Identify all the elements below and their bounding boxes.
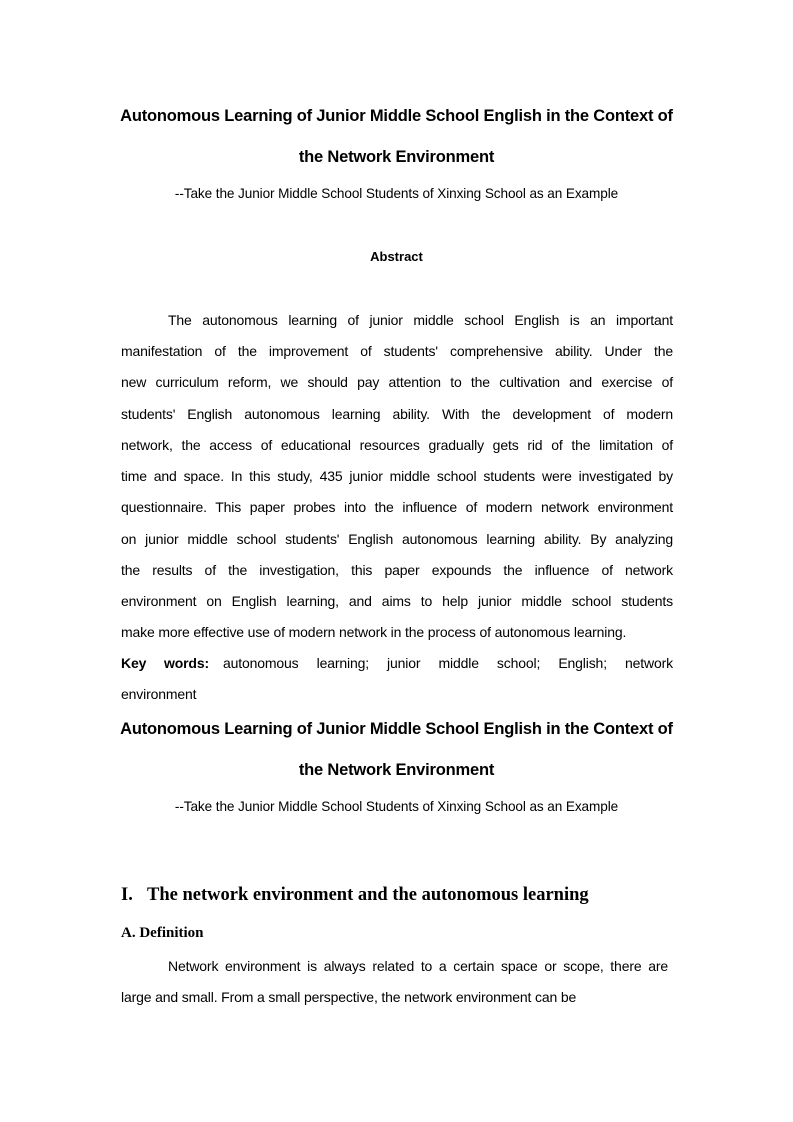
paper-subtitle-repeat: --Take the Junior Middle School Students of Xinxing School as an Example xyxy=(174,799,619,814)
abstract-line: time and space. In this study, 435 junior middle school students were investigated by xyxy=(121,468,673,484)
abstract-line: manifestation of the improvement of students' comprehensive ability. Under the xyxy=(121,343,673,359)
keywords-line xyxy=(121,654,673,672)
abstract-line: students' English autonomous learning ability. With the development of modern xyxy=(121,406,673,422)
abstract-line: environment on English learning, and aims to help junior middle school students xyxy=(121,593,673,609)
section-title: The network environment and the autonomous learning xyxy=(147,885,589,905)
abstract-line: The autonomous learning of junior middle school English is an important xyxy=(168,312,673,328)
paper-title-line-2: the Network Environment xyxy=(298,148,495,166)
abstract-line: questionnaire. This paper probes into the influence of modern network environment xyxy=(121,499,673,515)
abstract-line: new curriculum reform, we should pay attention to the cultivation and exercise of xyxy=(121,374,673,390)
abstract-line: make more effective use of modern network in the process of autonomous learning. xyxy=(121,624,627,640)
paper-title-repeat-line-1: Autonomous Learning of Junior Middle School English in the Context of xyxy=(120,720,673,738)
section-heading xyxy=(121,885,589,906)
body-line: Network environment is always related to a certain space or scope, there are xyxy=(168,958,668,974)
keywords-text: autonomous learning; junior middle school; English; network xyxy=(222,655,673,671)
subsection-heading: A. Definition xyxy=(121,925,204,941)
abstract-line: network, the access of educational resources gradually gets rid of the limitation of xyxy=(121,437,673,453)
paper-subtitle: --Take the Junior Middle School Students of Xinxing School as an Example xyxy=(174,186,619,201)
keywords-label: Key words: xyxy=(121,655,209,671)
abstract-line: the results of the investigation, this paper expounds the influence of network xyxy=(121,562,673,578)
keywords-text-continued: environment xyxy=(121,686,197,702)
body-line: large and small. From a small perspective, the network environment can be xyxy=(121,989,577,1005)
paper-title-line-1: Autonomous Learning of Junior Middle School English in the Context of xyxy=(120,107,673,125)
abstract-heading: Abstract xyxy=(370,249,423,264)
section-number: I. xyxy=(121,885,133,905)
paper-title-repeat-line-2: the Network Environment xyxy=(298,761,495,779)
abstract-line: on junior middle school students' English autonomous learning ability. By analyzing xyxy=(121,531,673,547)
